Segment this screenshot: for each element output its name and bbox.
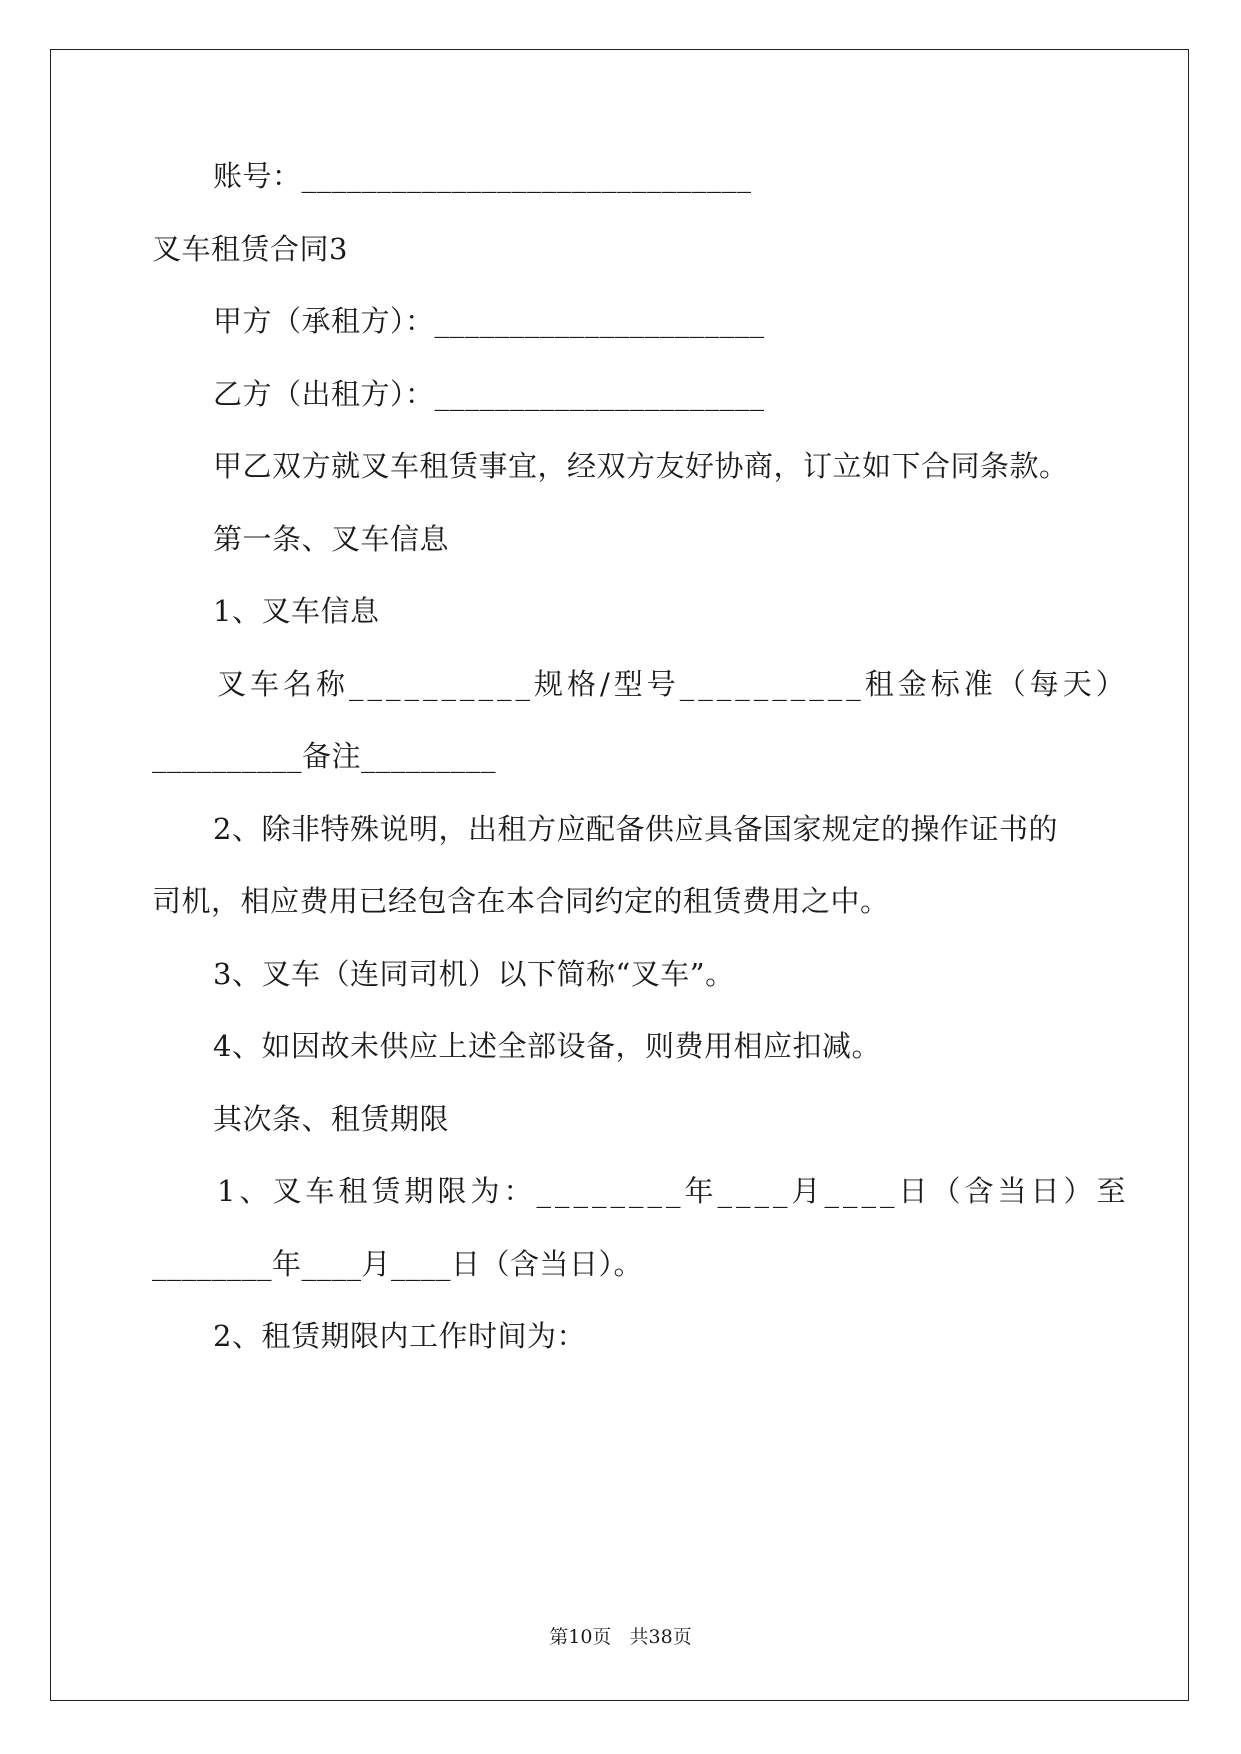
- party-a-line: 甲方（承租方）：______________________: [213, 304, 765, 338]
- item-4-paragraph: 4、如因故未供应上述全部设备，则费用相应扣减。: [213, 1029, 881, 1063]
- item-2-continuation: 司机，相应费用已经包含在本合同约定的租赁费用之中。: [152, 884, 890, 918]
- account-line: 账号：______________________________: [213, 159, 752, 193]
- page-border: [50, 49, 1189, 1701]
- intro-paragraph: 甲乙双方就叉车租赁事宜，经双方友好协商，订立如下合同条款。: [213, 449, 1069, 483]
- party-b-line: 乙方（出租方）：______________________: [213, 377, 765, 411]
- item-3-paragraph: 3、叉车（连同司机）以下简称“叉车”。: [213, 957, 735, 991]
- contract-title: 叉车租赁合同3: [152, 232, 348, 266]
- article-2-heading: 其次条、租赁期限: [213, 1102, 450, 1136]
- article-1-heading: 第一条、叉车信息: [213, 522, 450, 556]
- term-2-line: 2、租赁期限内工作时间为：: [213, 1319, 586, 1353]
- term-1-line: 1、叉车租赁期限为：________年____月____日（含当日）至: [217, 1174, 1130, 1208]
- forklift-fields-continuation: __________备注_________: [152, 739, 497, 773]
- item-1-heading: 1、叉车信息: [213, 594, 380, 628]
- page-number-footer: 第10页 共38页: [549, 1626, 692, 1648]
- item-2-paragraph: 2、除非特殊说明，出租方应配备供应具备国家规定的操作证书的: [213, 812, 1058, 846]
- term-1-continuation: ________年____月____日（含当日）。: [152, 1247, 644, 1281]
- forklift-fields-line: 叉车名称__________规格/型号__________租金标准（每天）: [217, 667, 1129, 701]
